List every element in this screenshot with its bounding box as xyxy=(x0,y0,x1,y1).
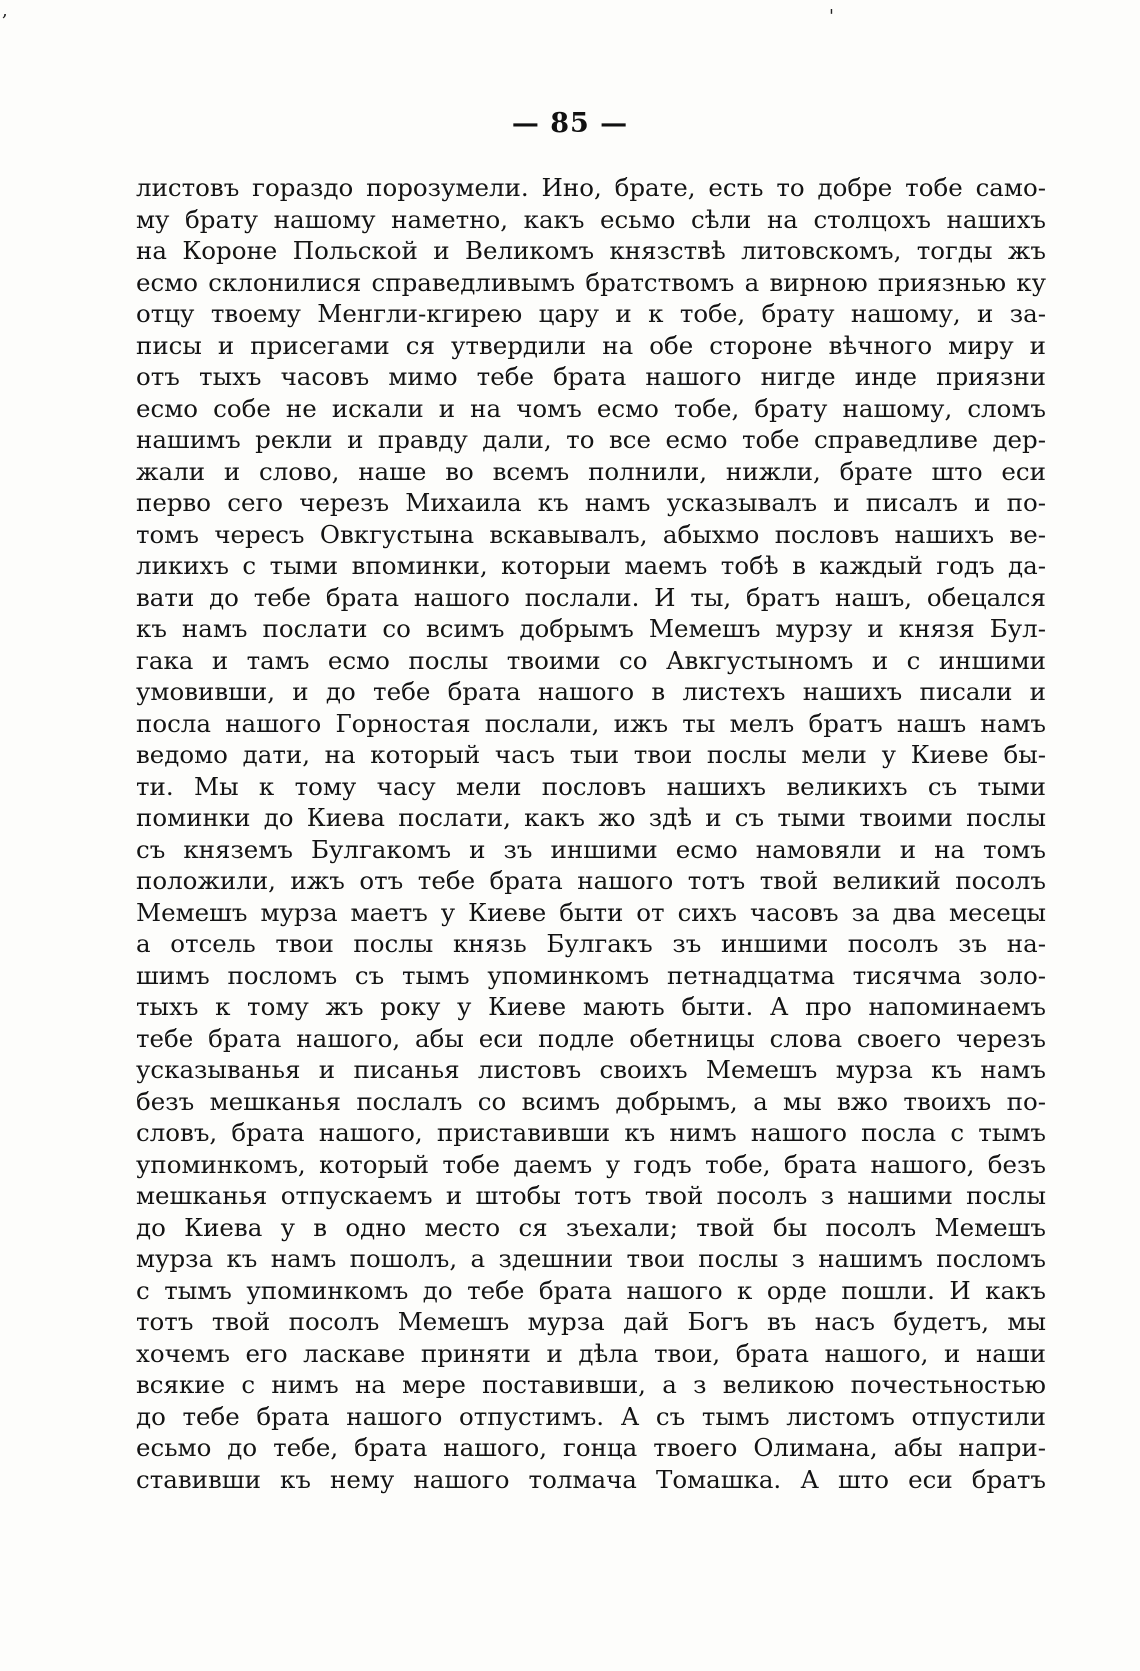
text-line: всякие с нимъ на мере поставивши, а з великою почестьностью xyxy=(136,1370,1046,1399)
text-line: есмо склонилися справедливымъ братствомъ а вирною приязнью ку xyxy=(136,267,1046,297)
text-line: а отсель твои послы князь Булгакъ зъ иншими посолъ зъ на- xyxy=(136,929,1046,958)
text-line: шимъ посломъ съ тымъ упоминкомъ петнадцатма тисячма золо- xyxy=(136,960,1046,990)
text-line: отъ тыхъ часовъ мимо тебе брата нашого нигде инде приязни xyxy=(136,362,1046,391)
text-line: с тымъ упоминкомъ до тебе брата нашого к орде пошли. И какъ xyxy=(136,1275,1046,1305)
text-line: ти. Мы к тому часу мели пословъ нашихъ великихъ съ тыми xyxy=(136,771,1046,801)
text-line: томъ чересъ Овкгустына вскавывалъ, абыхмо пословъ нашихъ ве- xyxy=(136,519,1046,549)
text-line: до Киева у в одно место ся зъехали; твой бы посолъ Мемешъ xyxy=(136,1212,1046,1242)
text-line: къ намъ послати со всимъ добрымъ Мемешъ мурзу и князя Бул- xyxy=(136,614,1046,643)
text-line: ликихъ с тыми впоминки, которыи маемъ тобѣ в каждый годъ да- xyxy=(136,551,1046,580)
text-line: вати до тебе брата нашого послали. И ты, братъ нашъ, обецался xyxy=(136,582,1046,612)
scan-mark: ' xyxy=(829,6,834,27)
text-line: хочемъ его ласкаве приняти и дѣла твои, брата нашого, и наши xyxy=(136,1338,1046,1368)
text-line: посла нашого Горностая послали, ижъ ты мелъ братъ нашъ намъ xyxy=(136,708,1046,738)
text-line: му брату нашому наметно, какъ есьмо сѣли на столцохъ нашихъ xyxy=(136,204,1046,234)
text-line: есмо собе не искали и на чомъ есмо тобе, брату нашому, сломъ xyxy=(136,393,1046,423)
text-line: тотъ твой посолъ Мемешъ мурза дай Богъ въ насъ будетъ, мы xyxy=(136,1307,1046,1336)
text-line: положили, ижъ отъ тебе брата нашого тотъ твой великий посолъ xyxy=(136,866,1046,895)
body-text xyxy=(136,172,1046,1495)
text-line: писы и присегами ся утвердили на обе стороне вѣчного миру и xyxy=(136,330,1046,360)
text-line: поминки до Киева послати, какъ жо здѣ и съ тыми твоими послы xyxy=(136,803,1046,832)
text-line: тыхъ к тому жъ року у Киеве мають быти. А про напоминаемъ xyxy=(136,992,1046,1021)
text-line: словъ, брата нашого, приставивши къ нимъ нашого посла с тымъ xyxy=(136,1118,1046,1147)
text-line: ставивши къ нему нашого толмача Томашка. А што еси братъ xyxy=(136,1464,1046,1494)
scan-mark: , xyxy=(2,0,8,21)
text-line: упоминкомъ, который тобе даемъ у годъ тобе, брата нашого, безъ xyxy=(136,1149,1046,1179)
text-line: жали и слово, наше во всемъ полнили, нижли, брате што еси xyxy=(136,456,1046,486)
text-line: тебе брата нашого, абы еси подле обетницы слова своего черезъ xyxy=(136,1023,1046,1053)
text-line: листовъ гораздо порозумели. Ино, брате, есть то добре тобе само- xyxy=(136,173,1046,202)
text-line: ведомо дати, на который часъ тыи твои послы мели у Киеве бы- xyxy=(136,740,1046,769)
text-line: отцу твоему Менгли-кгирею цару и к тобе, брату нашому, и за- xyxy=(136,299,1046,328)
text-line: перво сего черезъ Михаила къ намъ усказывалъ и писалъ и по- xyxy=(136,488,1046,517)
text-line: до тебе брата нашого отпустимъ. А съ тымъ листомъ отпустили xyxy=(136,1401,1046,1431)
text-line: съ княземъ Булгакомъ и зъ иншими есмо намовяли и на томъ xyxy=(136,834,1046,864)
text-line: умовивши, и до тебе брата нашого в листехъ нашихъ писали и xyxy=(136,677,1046,706)
text-line: мешканья отпускаемъ и штобы тотъ твой посолъ з нашими послы xyxy=(136,1181,1046,1210)
page-number: — 85 — xyxy=(511,108,629,139)
text-line: на Короне Польской и Великомъ князствѣ литовскомъ, тогды жъ xyxy=(136,236,1046,265)
text-line: Мемешъ мурза маетъ у Киеве быти от сихъ часовъ за два месецы xyxy=(136,897,1046,927)
text-line: безъ мешканья послалъ со всимъ добрымъ, а мы вжо твоихъ по- xyxy=(136,1086,1046,1116)
text-line: мурза къ намъ пошолъ, а здешнии твои послы з нашимъ посломъ xyxy=(136,1244,1046,1273)
text-line: нашимъ рекли и правду дали, то все есмо тобе справедливе дер- xyxy=(136,425,1046,454)
text-line: гака и тамъ есмо послы твоими со Авкгустыномъ и с иншими xyxy=(136,645,1046,675)
text-line: усказыванья и писанья листовъ своихъ Мемешъ мурза къ намъ xyxy=(136,1055,1046,1084)
text-line: есьмо до тебе, брата нашого, гонца твоего Олимана, абы напри- xyxy=(136,1433,1046,1462)
